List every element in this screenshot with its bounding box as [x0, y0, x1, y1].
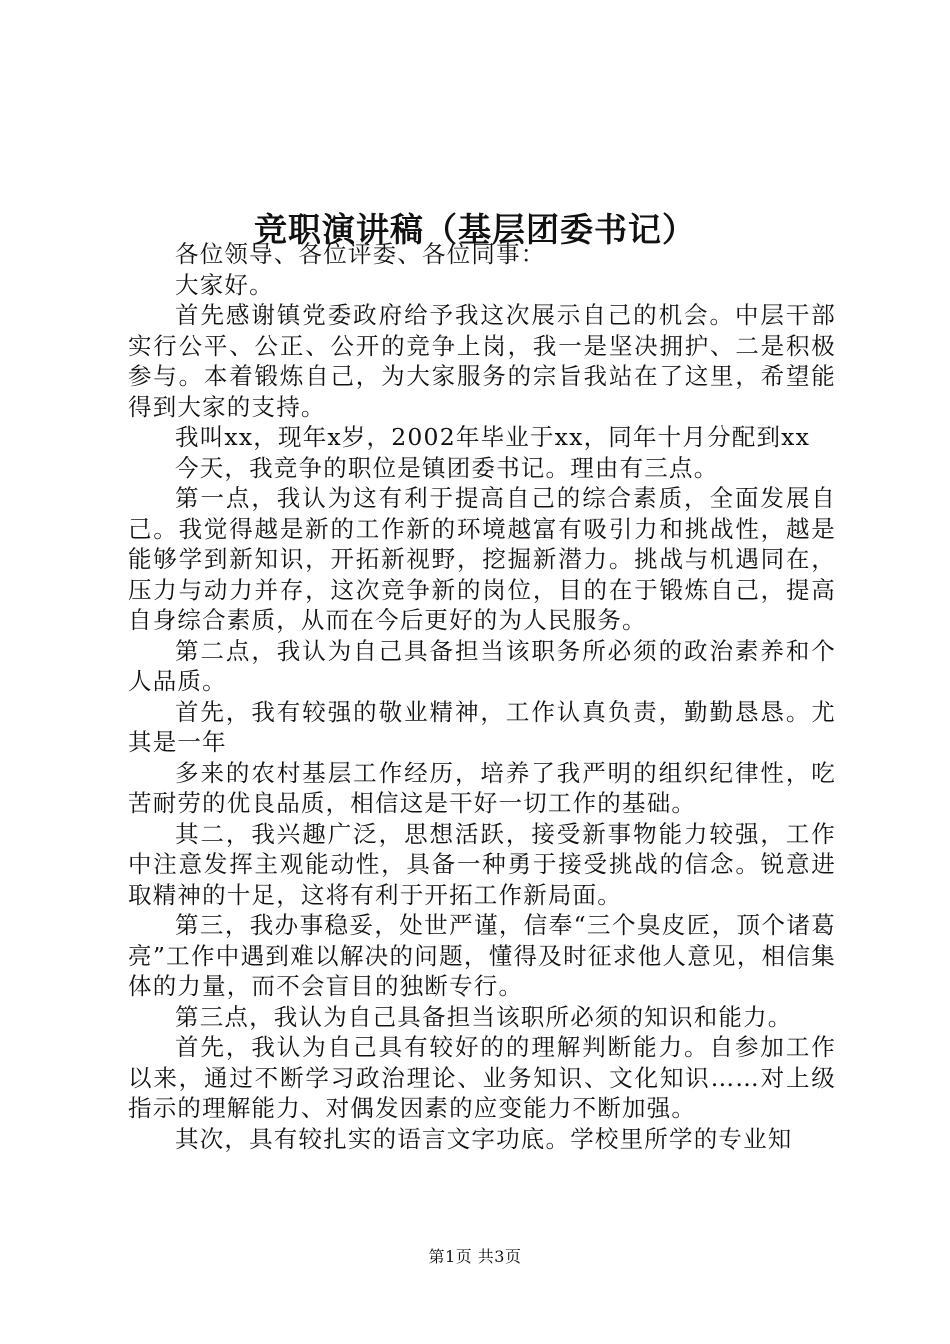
paragraph-reason-two: 第二点，我认为自己具备担当该职务所必须的政治素养和个人品质。 — [128, 636, 836, 695]
paragraph-salutation: 各位领导、各位评委、各位同事： — [175, 240, 546, 268]
paragraph-experience: 多来的农村基层工作经历，培养了我严明的组织纪律性，吃苦耐劳的优良品质，相信这是干好一切工作的基础。 — [128, 758, 836, 817]
paragraph-reason-one: 第一点，我认为这有利于提高自己的综合素质，全面发展自己。我觉得越是新的工作新的环境越富有吸引力和挑战性，越是能够学到新知识，开拓新视野，挖掘新潜力。挑战与机遇同在，压力与动力并存，这次竞争新的岗位，目的在于锻炼自己，提高自身综合素质，从而在今后更好的为人民服务。 — [128, 484, 836, 634]
paragraph-prudence: 第三，我办事稳妥，处世严谨，信奉“三个臭皮匠，顶个诸葛亮”工作中遇到难以解决的问题，懂得及时征求他人意见，相信集体的力量，而不会盲目的独断专行。 — [128, 911, 836, 1000]
paragraph-introduction: 首先感谢镇党委政府给予我这次展示自己的机会。中层干部实行公平、公正、公开的竞争上岗，我一是坚决拥护、二是积极参与。本着锻炼自己，为大家服务的宗旨我站在了这里，希望能得到大家的支持。 — [128, 301, 836, 421]
document-title: 竞职演讲稿（基层团委书记） — [254, 210, 696, 250]
page-number-footer: 第1页 共3页 — [428, 1247, 522, 1266]
paragraph-dedication: 首先，我有较强的敬业精神，工作认真负责，勤勤恳恳。尤其是一年 — [128, 697, 836, 756]
paragraph-position: 今天，我竞争的职位是镇团委书记。理由有三点。 — [175, 453, 719, 482]
paragraph-reason-three: 第三点，我认为自己具备担当该职所必须的知识和能力。 — [175, 1002, 793, 1031]
paragraph-greeting: 大家好。 — [175, 270, 274, 299]
paragraph-interests: 其二，我兴趣广泛，思想活跃，接受新事物能力较强，工作中注意发挥主观能动性，具备一种勇于接受挑战的信念。锐意进取精神的十足，这将有利于开拓工作新局面。 — [128, 819, 836, 909]
paragraph-judgment: 首先，我认为自己具有较好的的理解判断能力。自参加工作以来，通过不断学习政治理论、业务知识、文化知识……对上级指示的理解能力、对偶发因素的应变能力不断加强。 — [128, 1033, 836, 1122]
document-body — [128, 239, 836, 1154]
paragraph-writing: 其次，具有较扎实的语言文字功底。学校里所学的专业知 — [175, 1124, 793, 1153]
paragraph-self-intro: 我叫xx，现年x岁，2002年毕业于xx，同年十月分配到xx — [175, 423, 811, 451]
